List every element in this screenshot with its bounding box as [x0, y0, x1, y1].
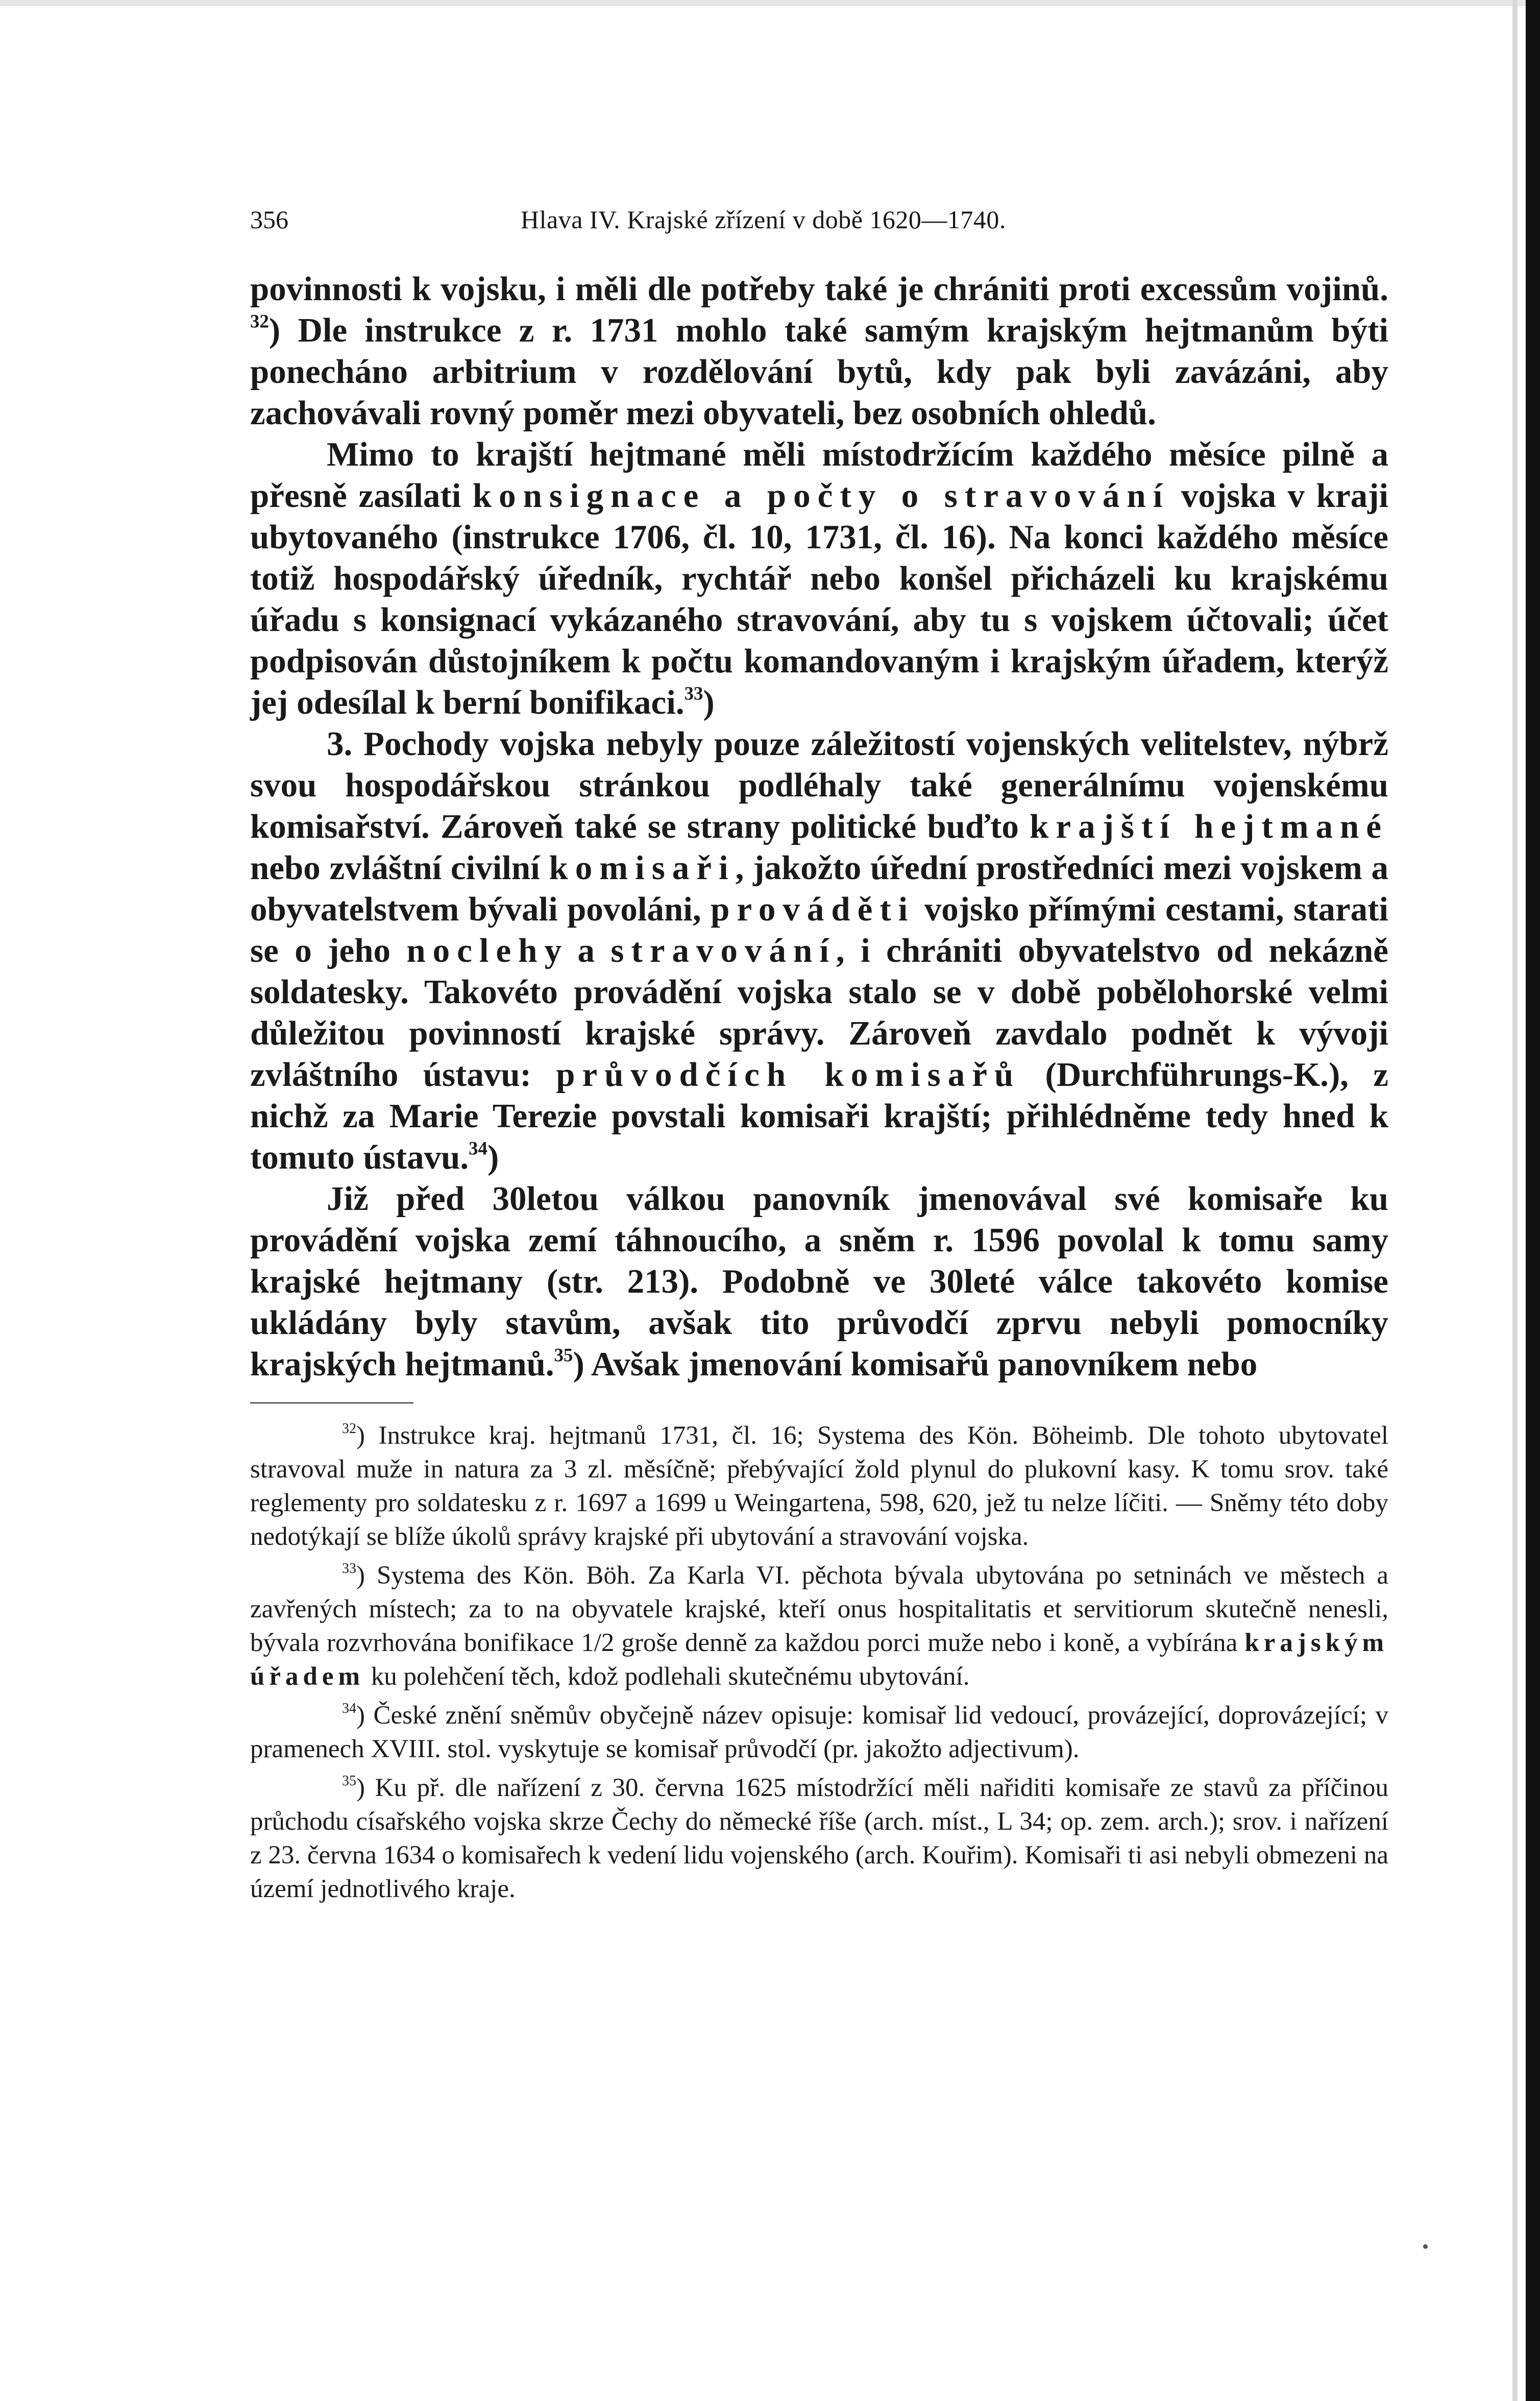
paragraph-4: Již před 30letou válkou panovník jmenovával své komisaře ku provádění vojska zemí táhnoucího, a sněm r. 1596 povolal k tomu samy krajské hejtmany (str. 213). Podobně ve 30leté válce takovéto komise ukládány byly stavům, avšak tito průvodčí zprvu nebyli pomocníky krajských hejtmanů.$^{35}$) Avšak jmenování komisařů panovníkem nebo — [250, 1180, 1388, 1383]
paragraph-2: Mimo to krajští hejtmané měli místodržícím každého měsíce pilně a přesně zasílati konsignace a počty o stravování vojska v kraji ubytovaného (instrukce 1706, čl. 10, 1731, čl. 16). Na konci každého měsíce totiž hospodářský úředník, rychtář nebo konšel přicházeli ku krajskému úřadu s konsignací vykázaného stravování, aby tu s vojskem účtovali; účet podpisován důstojníkem k počtu komandovaným i krajským úřadem, kterýž jej odesílal k berní bonifikaci.$^{33}$) — [250, 435, 1389, 721]
footnote-mark: 33 — [342, 1560, 357, 1577]
emphasis-spaced: krajští hejtmané — [1030, 808, 1389, 845]
footnote-divider — [250, 1402, 413, 1403]
footnote-mark: 35 — [342, 1773, 357, 1789]
page-binding-edge — [1512, 0, 1518, 2401]
page-right-edge — [1526, 0, 1540, 2401]
book-page — [250, 199, 1388, 1911]
paragraph-1: povinnosti k vojsku, i měli dle potřeby také je chrániti proti excessům vojinů. $^{32}$) Dle instrukce z r. 1731 mohlo také samým krajským hejtmanům býti ponecháno arbitrium v rozdělování bytů, kdy pak byli zavázáni, aby zachovávali rovný poměr mezi obyvateli, bez osobních ohledů. — [250, 270, 1388, 432]
footnotes — [250, 1419, 1388, 1906]
footnote-ref-32: 32 — [250, 310, 269, 332]
emphasis-spaced: prováděti — [711, 890, 915, 928]
footnote-34: $^{34}$) České znění sněmův obyčejně název opisuje: komisař lid vedoucí, provázející, doprovázející; v pramenech XVIII. stol. vyskytuje se komisař průvodčí (pr. jakožto adjectivum). — [250, 1700, 1388, 1763]
footnote-32: $^{32}$) Instrukce kraj. hejtmanů 1731, čl. 16; Systema des Kön. Böheimb. Dle tohoto ubytovatel stravoval muže in natura za 3 zl. měsíčně; přebývající žold plynul do plukovní kasy. K tomu srov. také reglementy pro soldatesku z r. 1697 a 1699 u Weingartena, 598, 620, jež tu nelze líčiti. — Sněmy této doby nedotýkají se blíže úkolů správy krajské při ubytování a stravování vojska. — [250, 1420, 1388, 1551]
footnote-33: $^{33}$) Systema des Kön. Böh. Za Karla VI. pěchota bývala ubytována po setninách ve městech a zavřených místech; za to na obyvatele krajské, kteří onus hospitalitatis et servitiorum skutečně nenesli, bývala rozvrhována bonifikace 1/2 groše denně za každou porci muže nebo i koně, a vybírána krajským úřadem ku polehčení těch, kdož podlehali skutečnému ubytování. — [250, 1560, 1388, 1691]
chapter-title: Hlava IV. Krajské zřízení v době 1620—1740. — [521, 205, 1006, 234]
footnote-mark: 32 — [342, 1420, 357, 1437]
paragraph-3: 3. Pochody vojska nebyly pouze záležitostí vojenských velitelstev, nýbrž svou hospodářskou stránkou podléhaly také generálnímu vojenskému komisařství. Zároveň také se strany politické buďto krajští hejtmané nebo zvláštní civilní komisaři, jakožto úřední prostředníci mezi vojskem a obyvatelstvem bývali povoláni, prováděti vojsko přímými cestami, starati se o jeho noclehy a stravování, i chrániti obyvatelstvo od nekázně soldatesky. Takovéto provádění vojska stalo se v době pobělohorské velmi důležitou povinností krajské správy. Zároveň zavdalo podnět k vývoji zvláštního ústavu: průvodčích komisařů (Durchführungs-K.), z nichž za Marie Terezie povstali komisaři krajští; přihlédněme tedy hned k tomuto ústavu.$^{34}$) — [250, 725, 1389, 1176]
emphasis-spaced: komisaři — [549, 849, 736, 887]
footnote-ref-35: 35 — [554, 1344, 573, 1366]
footnote-ref-34: 34 — [469, 1137, 487, 1159]
footnote-ref-33: 33 — [684, 683, 703, 704]
page-top-edge — [0, 0, 1540, 6]
emphasis-spaced: nocleh — [406, 932, 545, 969]
emphasis-spaced: průvodčích komisařů — [556, 1056, 1021, 1094]
paper-speck — [1423, 2244, 1428, 2249]
running-head — [250, 199, 1388, 240]
emphasis-spaced: krajským úřadem — [250, 1629, 1388, 1691]
emphasis-spaced: stravování — [610, 932, 836, 969]
page-number: 356 — [250, 205, 288, 234]
main-text — [250, 269, 1388, 1385]
fraction: 1/2 — [581, 1629, 615, 1657]
footnote-mark: 34 — [342, 1700, 357, 1716]
footnote-35: $^{35}$) Ku př. dle nařízení z 30. června 1625 místodržící měli nařiditi komisaře ze stavů za příčinou průchodu císařského vojska skrze Čechy do německé říše (arch. míst., L 34; op. zem. arch.); srov. i nařízení z 23. června 1634 o komisařech k vedení lidu vojenského (arch. Kouřim). Komisaři ti asi nebyli obmezeni na území jednotlivého kraje. — [250, 1773, 1388, 1903]
emphasis-spaced: konsignace a počty o stravování — [472, 477, 1170, 515]
